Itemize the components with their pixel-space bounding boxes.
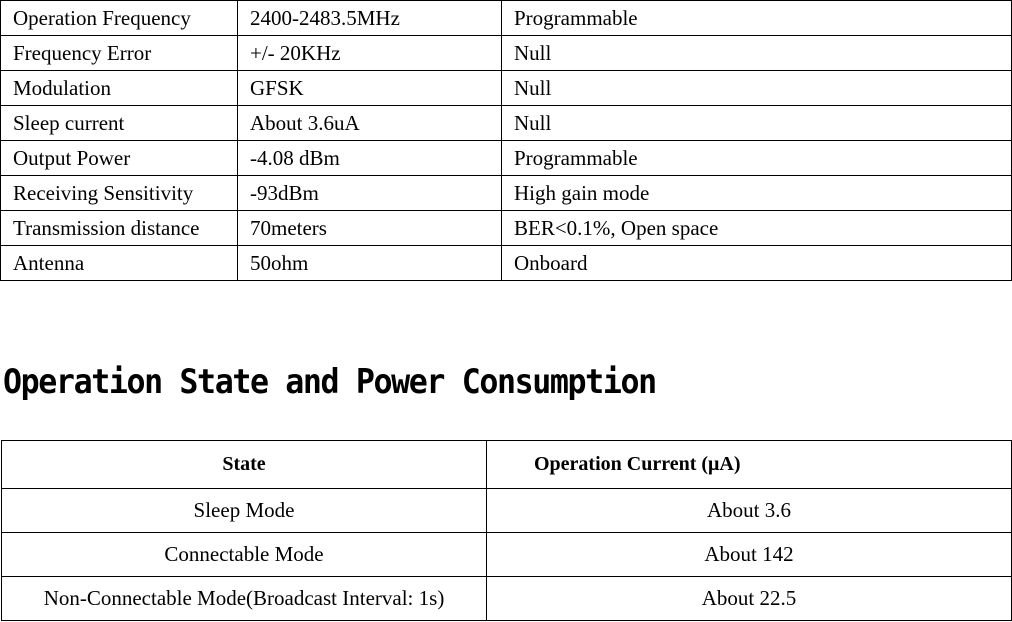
- state-cell: Non-Connectable Mode(Broadcast Interval: 1s): [2, 577, 487, 621]
- spec-parameter: Antenna: [1, 246, 238, 281]
- spec-parameter: Modulation: [1, 71, 238, 106]
- state-cell: Sleep Mode: [2, 489, 487, 533]
- current-cell: About 22.5: [487, 577, 1012, 621]
- spec-parameter: Transmission distance: [1, 211, 238, 246]
- spec-value: +/- 20KHz: [238, 36, 502, 71]
- spec-parameter: Frequency Error: [1, 36, 238, 71]
- spec-value: 2400-2483.5MHz: [238, 1, 502, 36]
- current-column-header: Operation Current (μA): [487, 441, 1012, 489]
- table-row: [1, 176, 1012, 211]
- spec-remark: Null: [502, 36, 1012, 71]
- spec-value: -4.08 dBm: [238, 141, 502, 176]
- table-row: [1, 1, 1012, 36]
- state-cell: Connectable Mode: [2, 533, 487, 577]
- spec-table: [0, 0, 1012, 281]
- spec-parameter: Receiving Sensitivity: [1, 176, 238, 211]
- table-row: [1, 71, 1012, 106]
- spec-value: 50ohm: [238, 246, 502, 281]
- spec-remark: Null: [502, 106, 1012, 141]
- state-column-header: State: [2, 441, 487, 489]
- spec-value: About 3.6uA: [238, 106, 502, 141]
- spec-parameter: Output Power: [1, 141, 238, 176]
- table-row: [1, 106, 1012, 141]
- spec-parameter: Operation Frequency: [1, 1, 238, 36]
- spec-remark: High gain mode: [502, 176, 1012, 211]
- spec-value: 70meters: [238, 211, 502, 246]
- table-row: [2, 489, 1012, 533]
- section-heading: Operation State and Power Consumption: [3, 362, 656, 402]
- spec-remark: Null: [502, 71, 1012, 106]
- table-row: [2, 533, 1012, 577]
- state-table: [1, 440, 1012, 621]
- current-cell: About 142: [487, 533, 1012, 577]
- table-row: [2, 577, 1012, 621]
- spec-parameter: Sleep current: [1, 106, 238, 141]
- table-header-row: [2, 441, 1012, 489]
- table-row: [1, 36, 1012, 71]
- table-row: [1, 141, 1012, 176]
- table-row: [1, 211, 1012, 246]
- table-row: [1, 246, 1012, 281]
- spec-remark: Onboard: [502, 246, 1012, 281]
- spec-remark: Programmable: [502, 1, 1012, 36]
- spec-remark: BER<0.1%, Open space: [502, 211, 1012, 246]
- spec-remark: Programmable: [502, 141, 1012, 176]
- spec-value: -93dBm: [238, 176, 502, 211]
- current-cell: About 3.6: [487, 489, 1012, 533]
- spec-value: GFSK: [238, 71, 502, 106]
